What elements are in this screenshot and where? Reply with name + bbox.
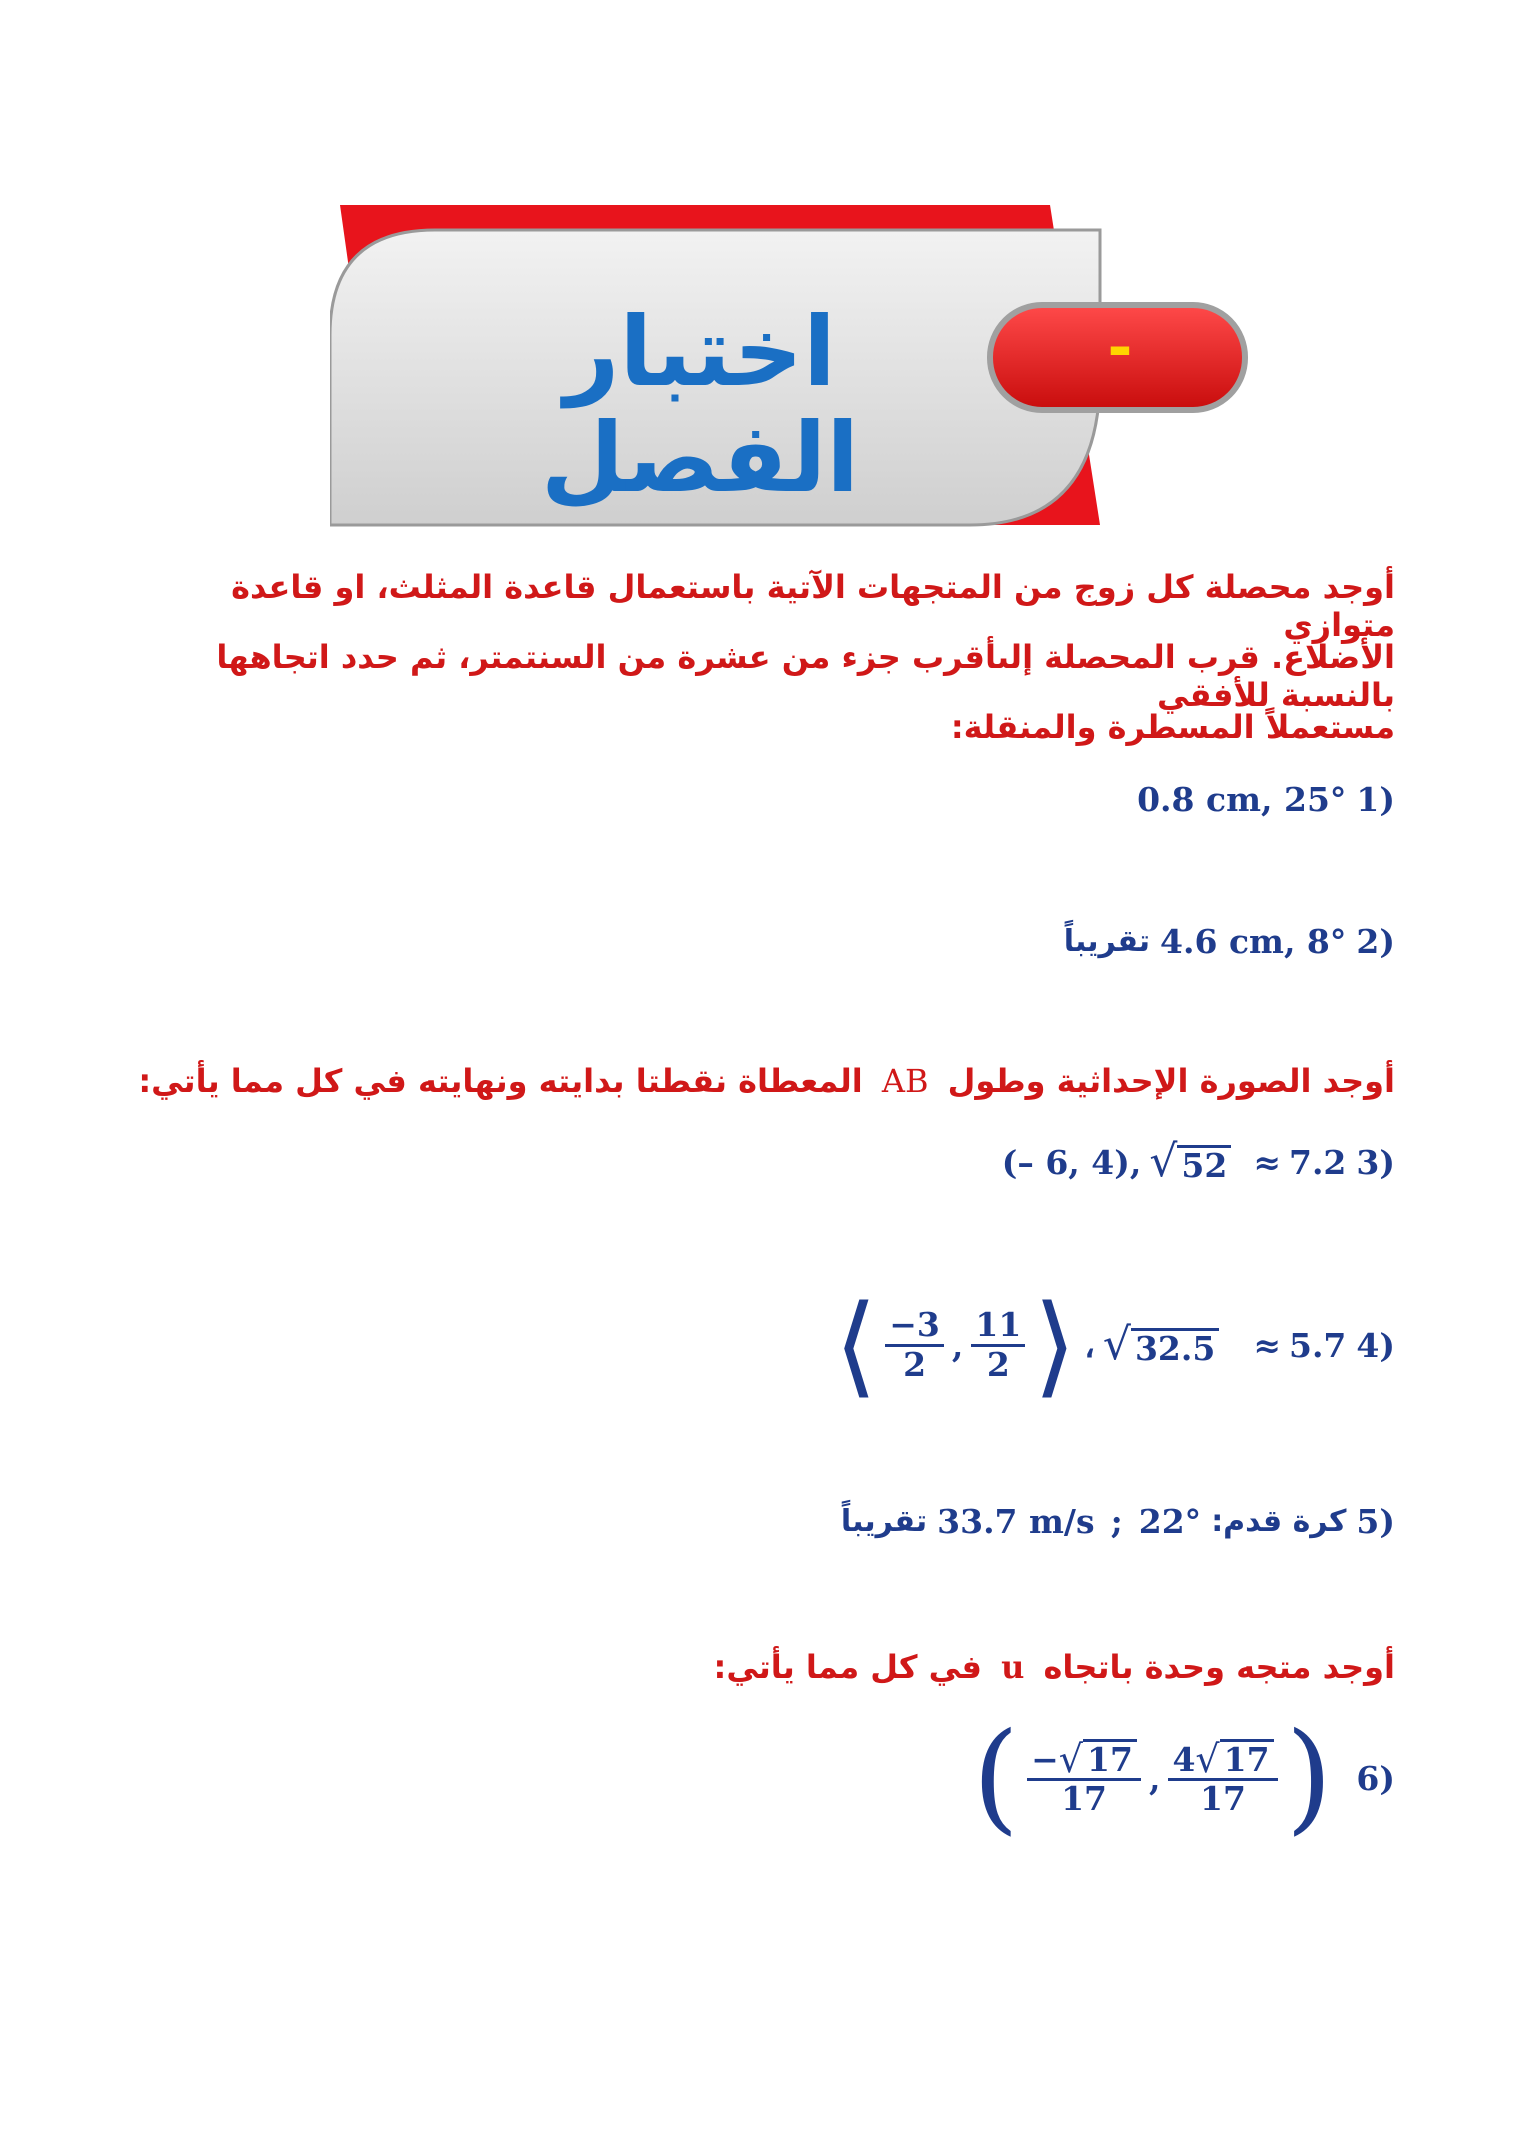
answer-4-y-denominator: 2: [986, 1344, 1010, 1384]
answer-1: [1137, 780, 1395, 819]
answer-3-approx-value: 7.2: [1288, 1142, 1347, 1182]
answer-4-separator: ،: [1084, 1325, 1095, 1365]
answer-4-x-fraction: [885, 1307, 944, 1383]
answer-3-vector: (– 6, 4),: [1001, 1142, 1142, 1182]
right-parenthesis: ): [1285, 1708, 1333, 1847]
answer-4-x-denominator: 2: [903, 1344, 927, 1384]
answer-6-y-coefficient: 4: [1172, 1739, 1196, 1779]
answer-6-x-denominator: 17: [1061, 1779, 1108, 1818]
instruction-line-1: أوجد محصلة كل زوج من المتجهات الآتية باستعمال قاعدة المثلث، او قاعدة متوازي: [231, 568, 1395, 644]
answer-5-values: [937, 1502, 1201, 1541]
instruction-section-2-post: المعطاة نقطتا بدايته ونهايته في كل مما يأتي:: [138, 1062, 863, 1100]
answer-5-angle: 22°: [1138, 1502, 1202, 1541]
vector-u-label: u: [1001, 1648, 1025, 1686]
answer-4-number: (4: [1356, 1325, 1395, 1365]
answer-6-y-radicand: 17: [1220, 1739, 1274, 1778]
answer-4-y-numerator: 11: [971, 1307, 1025, 1346]
answer-3: [1001, 1136, 1395, 1187]
instruction-section-3-post: في كل مما يأتي:: [713, 1648, 982, 1686]
answer-5-approx: تقريباً: [840, 1504, 928, 1539]
answer-4: [834, 1281, 1395, 1409]
answer-2-approx: تقريباً: [1063, 924, 1151, 959]
answer-4-approx-symbol: ≈: [1253, 1325, 1281, 1365]
answer-6-y-denominator: 17: [1200, 1779, 1246, 1818]
answer-2-value: 4.6 cm, 8°: [1160, 922, 1347, 961]
instruction-section-2: [138, 1062, 1395, 1100]
answer-3-approx-symbol: ≈: [1253, 1142, 1281, 1182]
answer-6-expression: [972, 1708, 1333, 1847]
instruction-line-3: مستعملاً المسطرة والمنقلة:: [950, 708, 1395, 746]
chapter-badge: -: [1107, 313, 1133, 383]
instruction-section-3: [714, 1648, 1395, 1686]
answer-6-x-sign: −: [1031, 1739, 1059, 1779]
vector-ab-label: AB: [881, 1062, 929, 1100]
chapter-title: اختبار الفصل: [540, 296, 860, 514]
answer-3-radicand: 52: [1177, 1145, 1231, 1184]
answer-4-expression: [834, 1281, 1347, 1409]
answer-5: [841, 1502, 1395, 1541]
answer-4-radicand: 32.5: [1131, 1328, 1219, 1367]
sqrt-symbol: √: [1102, 1319, 1131, 1370]
comma: ,: [951, 1325, 964, 1365]
sqrt-symbol: √: [1149, 1136, 1178, 1187]
answer-4-sqrt: [1102, 1319, 1219, 1370]
sqrt-symbol: √: [1195, 1737, 1220, 1781]
answer-5-label: كرة قدم:: [1211, 1504, 1347, 1539]
answer-6-y-sqrt: [1195, 1737, 1273, 1781]
answer-3-number: (3: [1356, 1142, 1395, 1182]
left-angle-bracket: ⟨: [834, 1281, 878, 1409]
answer-6-y-numerator: [1168, 1739, 1277, 1781]
answer-3-expression: [1001, 1136, 1347, 1187]
answer-6-x-fraction: [1027, 1739, 1141, 1818]
answer-6-x-numerator: [1027, 1739, 1141, 1781]
answer-5-number: 5): [1356, 1502, 1395, 1541]
answer-6-x-radicand: 17: [1083, 1739, 1137, 1778]
comma: ,: [1148, 1758, 1161, 1798]
answer-4-approx-value: 5.7: [1288, 1325, 1347, 1365]
answer-6-x-sqrt: [1058, 1737, 1137, 1781]
answer-2: [1064, 922, 1395, 961]
left-parenthesis: (: [972, 1708, 1020, 1847]
instruction-section-3-pre: أوجد متجه وحدة باتجاه: [1043, 1648, 1395, 1686]
answer-2-number: (2: [1356, 922, 1395, 961]
answer-6: [972, 1708, 1395, 1847]
answer-6-number: (6: [1356, 1758, 1395, 1798]
sqrt-symbol: √: [1058, 1737, 1084, 1781]
instruction-section-2-pre: أوجد الصورة الإحداثية وطول: [947, 1062, 1395, 1100]
answer-5-speed: 33.7 m/s: [937, 1502, 1095, 1541]
answer-6-y-fraction: [1168, 1739, 1277, 1818]
right-angle-bracket: ⟩: [1033, 1281, 1077, 1409]
answer-1-value: 0.8 cm, 25°: [1137, 780, 1347, 819]
instruction-line-2: الأضلاع. قرب المحصلة إلىأقرب جزء من عشرة من السنتمتر، ثم حدد اتجاهها بالنسبة للأفقي: [216, 638, 1395, 714]
answer-3-sqrt: [1149, 1136, 1231, 1187]
answer-4-x-numerator: −3: [885, 1307, 944, 1346]
answer-1-number: (1: [1356, 780, 1395, 819]
answer-5-separator: ;: [1110, 1502, 1123, 1541]
answer-4-y-fraction: [971, 1307, 1025, 1383]
